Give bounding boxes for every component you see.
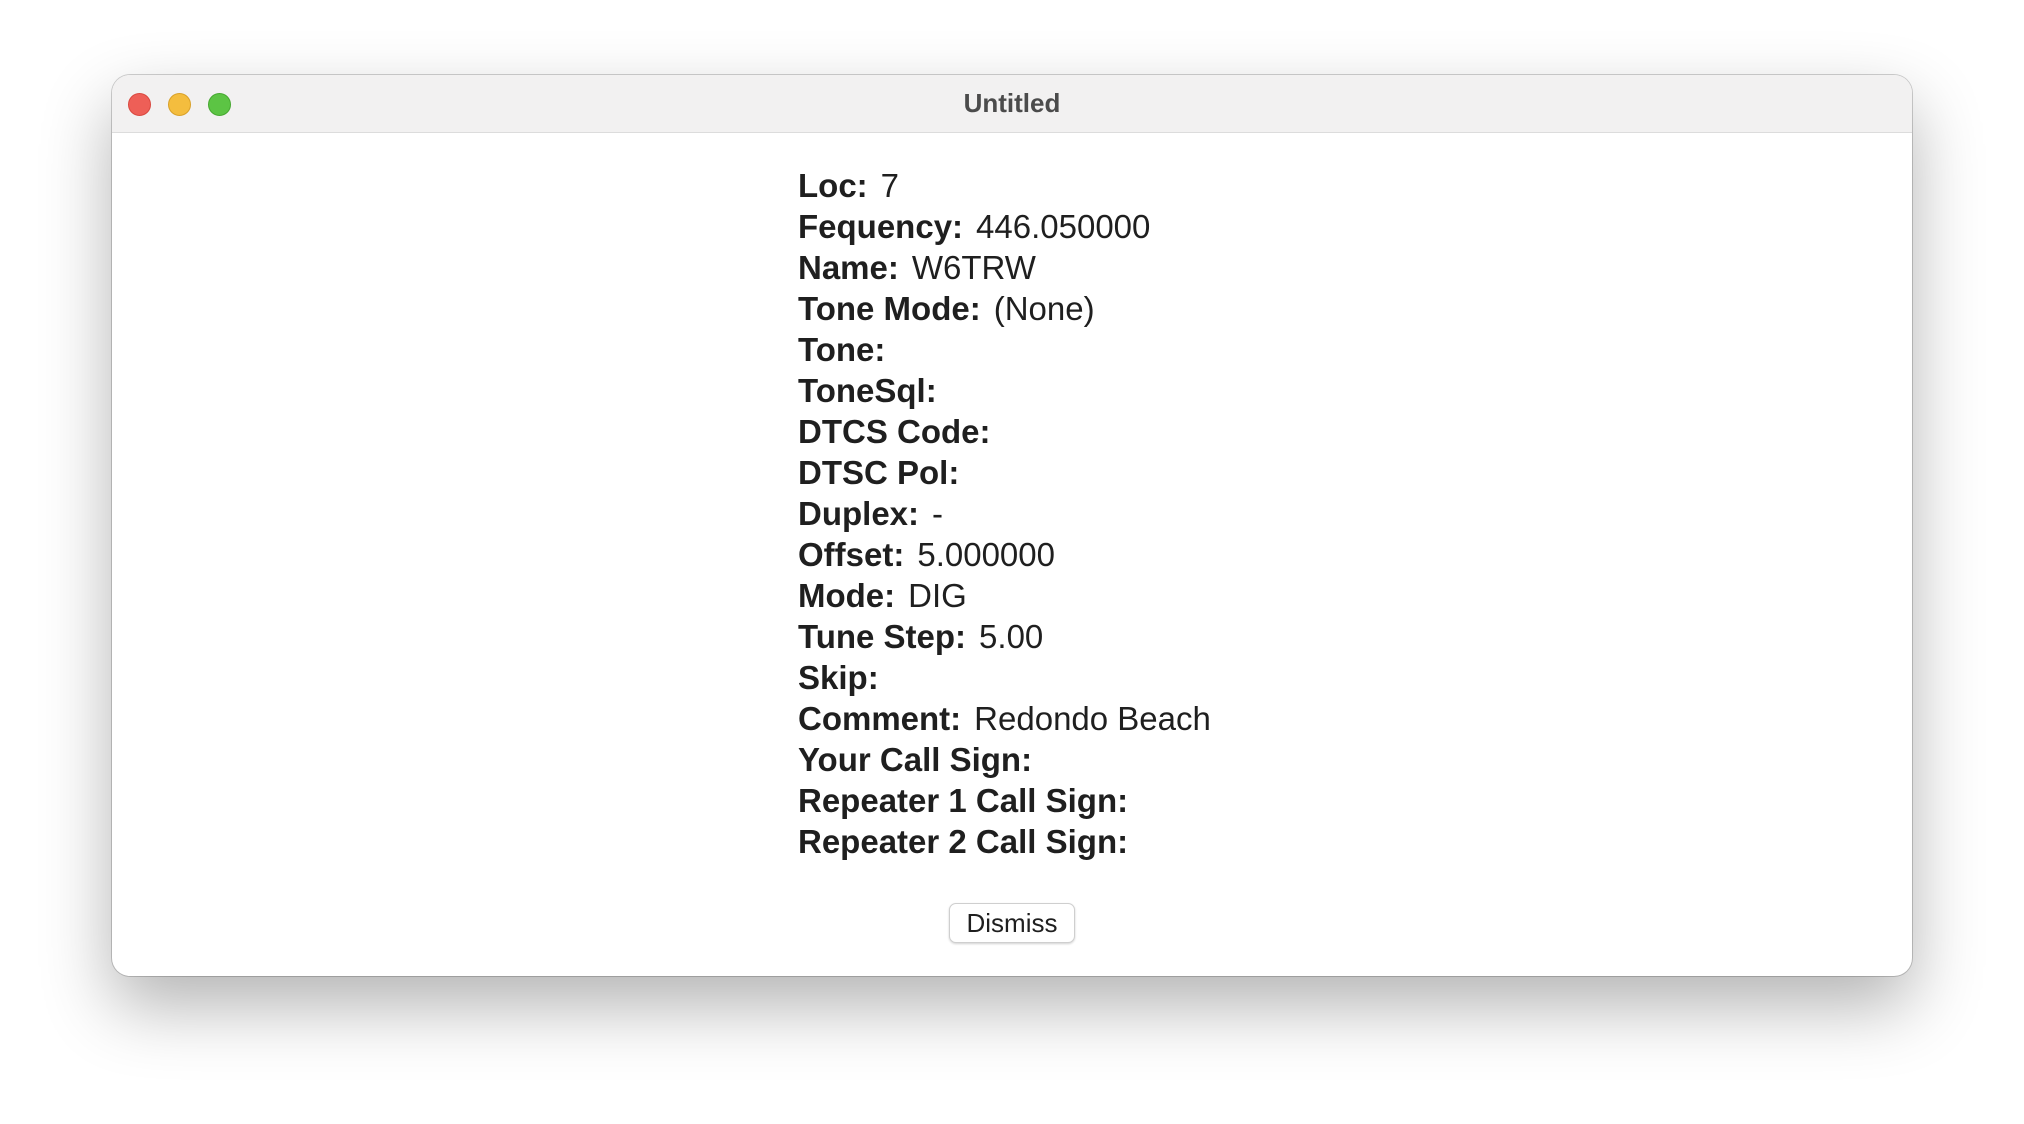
detail-label: Your Call Sign: xyxy=(798,741,1033,778)
detail-label: Offset: xyxy=(798,536,905,573)
detail-row-duplex xyxy=(798,493,1211,534)
memory-details-window xyxy=(112,75,1912,976)
detail-row-tonesql xyxy=(798,370,1211,411)
detail-label: DTSC Pol: xyxy=(798,454,960,491)
detail-row-comment xyxy=(798,698,1211,739)
detail-row-skip xyxy=(798,657,1211,698)
window-content xyxy=(112,132,1912,976)
detail-row-dtcs-code xyxy=(798,411,1211,452)
detail-value: DIG xyxy=(908,577,967,614)
detail-row-frequency xyxy=(798,206,1211,247)
title-bar[interactable] xyxy=(112,75,1912,133)
detail-row-your-call-sign xyxy=(798,739,1211,780)
detail-label: ToneSql: xyxy=(798,372,937,409)
detail-label: Tune Step: xyxy=(798,618,967,655)
detail-label: Skip: xyxy=(798,659,879,696)
detail-row-repeater-2-call-sign xyxy=(798,821,1211,862)
detail-row-tone xyxy=(798,329,1211,370)
detail-value: 5.00 xyxy=(979,618,1044,655)
detail-value: 7 xyxy=(880,167,900,204)
detail-label: Loc: xyxy=(798,167,868,204)
detail-value: - xyxy=(932,495,944,532)
detail-label: Tone Mode: xyxy=(798,290,981,327)
detail-label: Repeater 2 Call Sign: xyxy=(798,823,1129,860)
detail-value: (None) xyxy=(993,290,1095,327)
detail-value: 446.050000 xyxy=(976,208,1151,245)
detail-row-tune-step xyxy=(798,616,1211,657)
detail-label: Tone: xyxy=(798,331,886,368)
memory-details-list xyxy=(798,165,1211,862)
detail-label: Name: xyxy=(798,249,899,286)
detail-label: DTCS Code: xyxy=(798,413,991,450)
detail-label: Fequency: xyxy=(798,208,964,245)
detail-value: 5.000000 xyxy=(917,536,1055,573)
detail-row-repeater-1-call-sign xyxy=(798,780,1211,821)
detail-row-loc xyxy=(798,165,1211,206)
detail-label: Duplex: xyxy=(798,495,920,532)
window-title: Untitled xyxy=(963,88,1061,118)
detail-label: Comment: xyxy=(798,700,962,737)
detail-value: Redondo Beach xyxy=(974,700,1211,737)
detail-row-offset xyxy=(798,534,1211,575)
detail-value: W6TRW xyxy=(911,249,1036,286)
detail-row-tone-mode xyxy=(798,288,1211,329)
detail-label: Mode: xyxy=(798,577,896,614)
detail-row-name xyxy=(798,247,1211,288)
detail-row-mode xyxy=(798,575,1211,616)
detail-label: Repeater 1 Call Sign: xyxy=(798,782,1129,819)
detail-row-dtsc-pol xyxy=(798,452,1211,493)
dismiss-button[interactable]: Dismiss xyxy=(949,903,1075,943)
